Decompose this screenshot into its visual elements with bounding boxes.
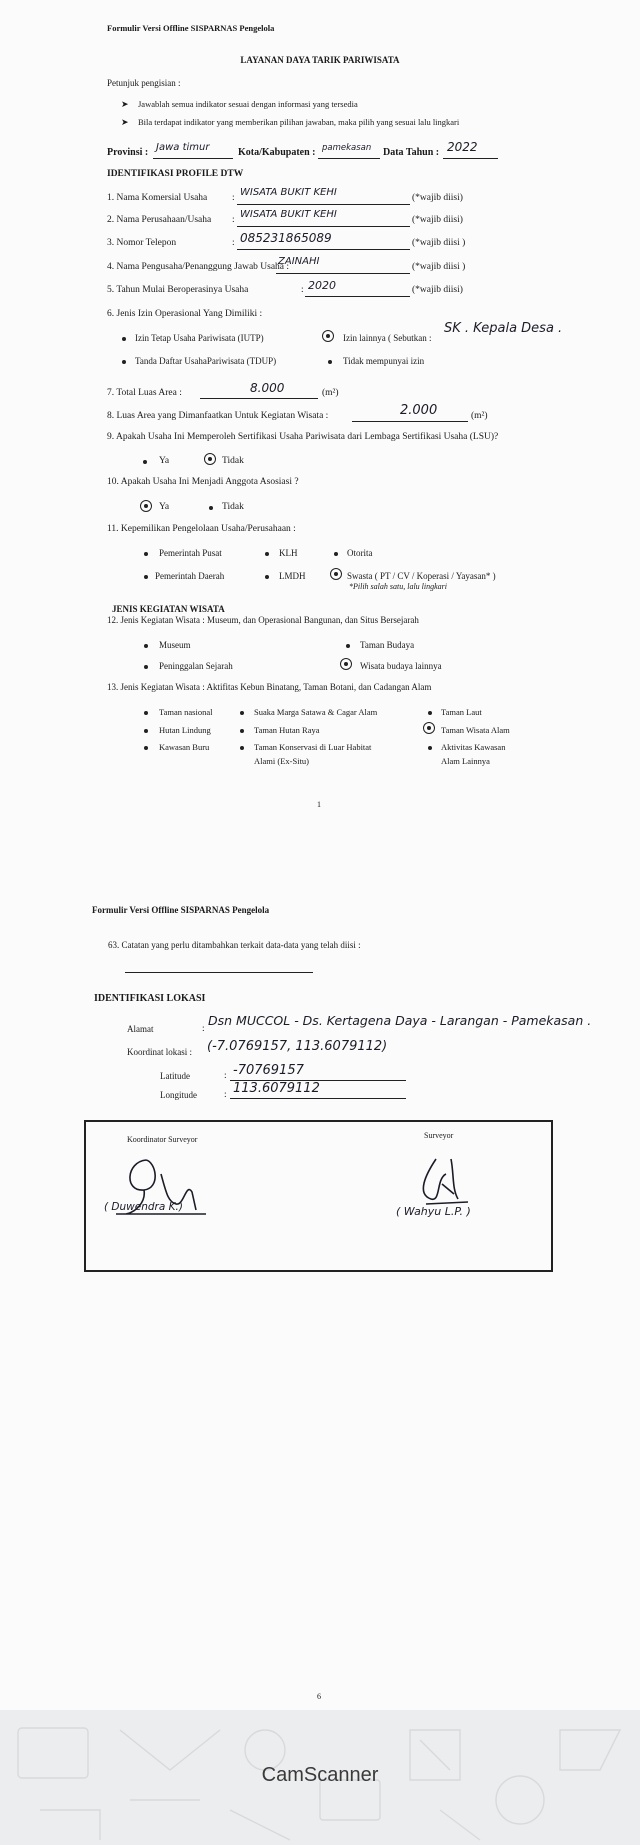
bullet-icon [144, 665, 148, 669]
question-7: 7. Total Luas Area : [107, 388, 182, 398]
colon: : [232, 238, 235, 248]
page-number: 1 [317, 800, 321, 809]
option-tidak-izin[interactable]: Tidak mempunyai izin [343, 356, 425, 366]
field-label: 2. Nama Perusahaan/Usaha [107, 215, 212, 225]
option-otorita[interactable]: Otorita [347, 548, 373, 558]
field-underline [237, 226, 410, 227]
camscanner-brand: CamScanner [261, 1764, 379, 1786]
provinsi-value[interactable]: Jawa timur [156, 142, 210, 153]
field-underline [276, 273, 410, 274]
tahun-value[interactable]: 2022 [447, 140, 478, 154]
selected-circle-icon [204, 453, 216, 465]
surveyor-label: Surveyor [424, 1131, 454, 1140]
tahun-underline [443, 158, 498, 159]
option-kawasan-buru[interactable]: Kawasan Buru [159, 742, 210, 752]
field-label: 5. Tahun Mulai Beroperasinya Usaha [107, 285, 249, 295]
required-note: (*wajib diisi ) [412, 238, 466, 248]
form-title: LAYANAN DAYA TARIK PARIWISATA [240, 55, 400, 65]
selected-circle-icon [423, 722, 435, 734]
option-taman-nasional[interactable]: Taman nasional [159, 707, 213, 717]
koordinat-value[interactable]: (-7.0769157, 113.6079112) [207, 1039, 388, 1054]
option-taman-konservasi[interactable]: Taman Konservasi di Luar Habitat [254, 742, 372, 752]
bullet-icon [265, 575, 269, 579]
bullet-icon [240, 746, 244, 750]
required-note: (*wajib diisi) [412, 193, 463, 203]
option-wisata-budaya-lainnya[interactable]: Wisata budaya lainnya [360, 661, 442, 671]
option-pemerintah-pusat[interactable]: Pemerintah Pusat [159, 548, 222, 558]
option-peninggalan-sejarah[interactable]: Peninggalan Sejarah [159, 661, 233, 671]
selected-circle-icon [340, 658, 352, 670]
option-hutan-lindung[interactable]: Hutan Lindung [159, 725, 211, 735]
question-13: 13. Jenis Kegiatan Wisata : Aktifitas Kebun Binatang, Taman Botani, dan Cadangan Alam [107, 682, 432, 692]
selected-circle-icon [322, 330, 334, 342]
bullet-icon [144, 729, 148, 733]
field-value[interactable]: WISATA BUKIT KEHI [240, 209, 337, 220]
required-note: (*wajib diisi ) [412, 262, 466, 272]
option-lmdh[interactable]: LMDH [279, 571, 306, 581]
bullet-icon [240, 711, 244, 715]
bullet-icon [144, 746, 148, 750]
kota-value[interactable]: pamekasan [322, 143, 372, 153]
required-note: (*wajib diisi) [412, 215, 463, 225]
option-tidak[interactable]: Tidak [222, 502, 244, 512]
provinsi-label: Provinsi : [107, 147, 149, 158]
selected-circle-icon [330, 568, 342, 580]
option-tdup[interactable]: Tanda Daftar UsahaPariwisata (TDUP) [135, 356, 277, 366]
arrow-icon: ➤ [121, 117, 129, 127]
bullet-icon [122, 337, 126, 341]
question-6: 6. Jenis Izin Operasional Yang Dimiliki : [107, 309, 263, 319]
required-note: (*wajib diisi) [412, 285, 463, 295]
option-pemerintah-daerah[interactable]: Pemerintah Daerah [155, 571, 225, 581]
field-label: 4. Nama Pengusaha/Penanggung Jawab Usaha : [107, 262, 290, 272]
option-taman-hutan-raya[interactable]: Taman Hutan Raya [254, 725, 320, 735]
koordinator-name: ( Duwendra K.) [104, 1201, 183, 1213]
bullet-icon [144, 644, 148, 648]
colon: : [232, 215, 235, 225]
section-lokasi-heading: IDENTIFIKASI LOKASI [94, 993, 206, 1004]
colon: : [224, 1090, 227, 1100]
alamat-value[interactable]: Dsn MUCCOL - Ds. Kertagena Daya - Larangan - Pamekasan . [208, 1013, 592, 1028]
bullet-icon [122, 360, 126, 364]
option-alami-ex-situ: Alami (Ex-Situ) [254, 756, 310, 766]
colon: : [301, 285, 304, 295]
question-63: 63. Catatan yang perlu ditambahkan terkait data-data yang telah diisi : [108, 940, 361, 950]
bullet-icon [144, 552, 148, 556]
field-value[interactable]: ZAINAHI [278, 256, 320, 267]
surveyor-name: ( Wahyu L.P. ) [396, 1205, 471, 1218]
kota-underline [318, 158, 380, 159]
option-suaka-marga[interactable]: Suaka Marga Satawa & Cagar Alam [254, 707, 378, 717]
bullet-icon [428, 746, 432, 750]
alamat-label: Alamat [127, 1024, 154, 1034]
section-kegiatan-heading: JENIS KEGIATAN WISATA [112, 604, 225, 614]
field-value[interactable]: 085231865089 [240, 231, 332, 245]
option-izin-lainnya[interactable]: Izin lainnya ( Sebutkan : [343, 333, 432, 343]
unit-m2: (m²) [471, 411, 488, 421]
page-number: 6 [317, 1692, 321, 1701]
field-underline [237, 204, 410, 205]
q11-note: *Pilih salah satu, lalu lingkari [349, 582, 448, 591]
field-value[interactable]: WISATA BUKIT KEHI [240, 187, 337, 198]
option-museum[interactable]: Museum [159, 640, 191, 650]
latitude-label: Latitude [160, 1071, 190, 1081]
izin-lainnya-value[interactable]: SK . Kepala Desa . [444, 321, 563, 336]
notes-underline[interactable] [125, 972, 313, 973]
colon: : [232, 193, 235, 203]
option-klh[interactable]: KLH [279, 548, 298, 558]
question-10: 10. Apakah Usaha Ini Menjadi Anggota Asosiasi ? [107, 477, 299, 487]
field-label: 1. Nama Komersial Usaha [107, 193, 208, 203]
field-value[interactable]: 2020 [308, 279, 336, 292]
luas-wisata-value[interactable]: 2.000 [400, 403, 438, 418]
option-taman-budaya[interactable]: Taman Budaya [360, 640, 415, 650]
total-luas-underline [200, 398, 318, 399]
bullet-icon [346, 644, 350, 648]
bullet-icon [144, 711, 148, 715]
latitude-value[interactable]: -70769157 [233, 1063, 304, 1078]
bullet-icon [428, 711, 432, 715]
unit-m2: (m²) [322, 388, 339, 398]
colon: : [202, 1024, 205, 1034]
selected-circle-icon [140, 500, 152, 512]
field-label: 3. Nomor Telepon [107, 238, 177, 248]
form-header: Formulir Versi Offline SISPARNAS Pengelola [107, 23, 275, 33]
longitude-underline [230, 1098, 406, 1099]
tahun-label: Data Tahun : [383, 147, 440, 158]
option-taman-laut[interactable]: Taman Laut [441, 707, 482, 717]
option-alam-lainnya: Alam Lainnya [441, 756, 490, 766]
longitude-label: Longitude [160, 1090, 197, 1100]
field-underline [237, 249, 410, 250]
bullet-icon [209, 506, 213, 510]
option-ya[interactable]: Ya [159, 456, 170, 466]
form-page-1 [0, 0, 640, 850]
total-luas-value[interactable]: 8.000 [250, 381, 285, 395]
kota-label: Kota/Kabupaten : [238, 147, 316, 158]
instruction-item: Jawablah semua indikator sesuai dengan informasi yang tersedia [138, 99, 358, 109]
field-underline [305, 296, 410, 297]
question-11: 11. Kepemilikan Pengelolaan Usaha/Perusahaan : [107, 524, 296, 534]
instruction-item: Bila terdapat indikator yang memberikan pilihan jawaban, maka pilih yang sesuai lalu lingkari [138, 117, 460, 127]
question-8: 8. Luas Area yang Dimanfaatkan Untuk Kegiatan Wisata : [107, 411, 329, 421]
form-page-2 [0, 850, 640, 1710]
koordinat-label: Koordinat lokasi : [127, 1047, 192, 1057]
option-aktivitas-kawasan[interactable]: Aktivitas Kawasan [441, 742, 506, 752]
colon: : [224, 1071, 227, 1081]
bullet-icon [334, 552, 338, 556]
option-ya[interactable]: Ya [159, 502, 170, 512]
bullet-icon [240, 729, 244, 733]
longitude-value[interactable]: 113.6079112 [233, 1081, 320, 1096]
koordinator-surveyor-label: Koordinator Surveyor [127, 1135, 198, 1144]
bullet-icon [265, 552, 269, 556]
option-taman-wisata-alam[interactable]: Taman Wisata Alam [441, 725, 510, 735]
option-tidak[interactable]: Tidak [222, 456, 244, 466]
provinsi-underline [153, 158, 233, 159]
instructions-label: Petunjuk pengisian : [107, 78, 181, 88]
option-swasta[interactable]: Swasta ( PT / CV / Koperasi / Yayasan* ) [347, 571, 496, 581]
bullet-icon [144, 575, 148, 579]
question-9: 9. Apakah Usaha Ini Memperoleh Sertifikasi Usaha Pariwisata dari Lembaga Sertifikasi Usaha (LSU)? [107, 432, 499, 442]
bullet-icon [143, 460, 147, 464]
bullet-icon [328, 360, 332, 364]
luas-wisata-underline [352, 421, 468, 422]
form-header: Formulir Versi Offline SISPARNAS Pengelola [92, 905, 270, 915]
arrow-icon: ➤ [121, 99, 129, 109]
option-iutp[interactable]: Izin Tetap Usaha Pariwisata (IUTP) [135, 333, 264, 343]
section-profile-heading: IDENTIFIKASI PROFILE DTW [107, 169, 244, 179]
signature-box [84, 1120, 553, 1272]
question-12: 12. Jenis Kegiatan Wisata : Museum, dan Operasional Bangunan, dan Situs Bersejarah [107, 615, 419, 625]
